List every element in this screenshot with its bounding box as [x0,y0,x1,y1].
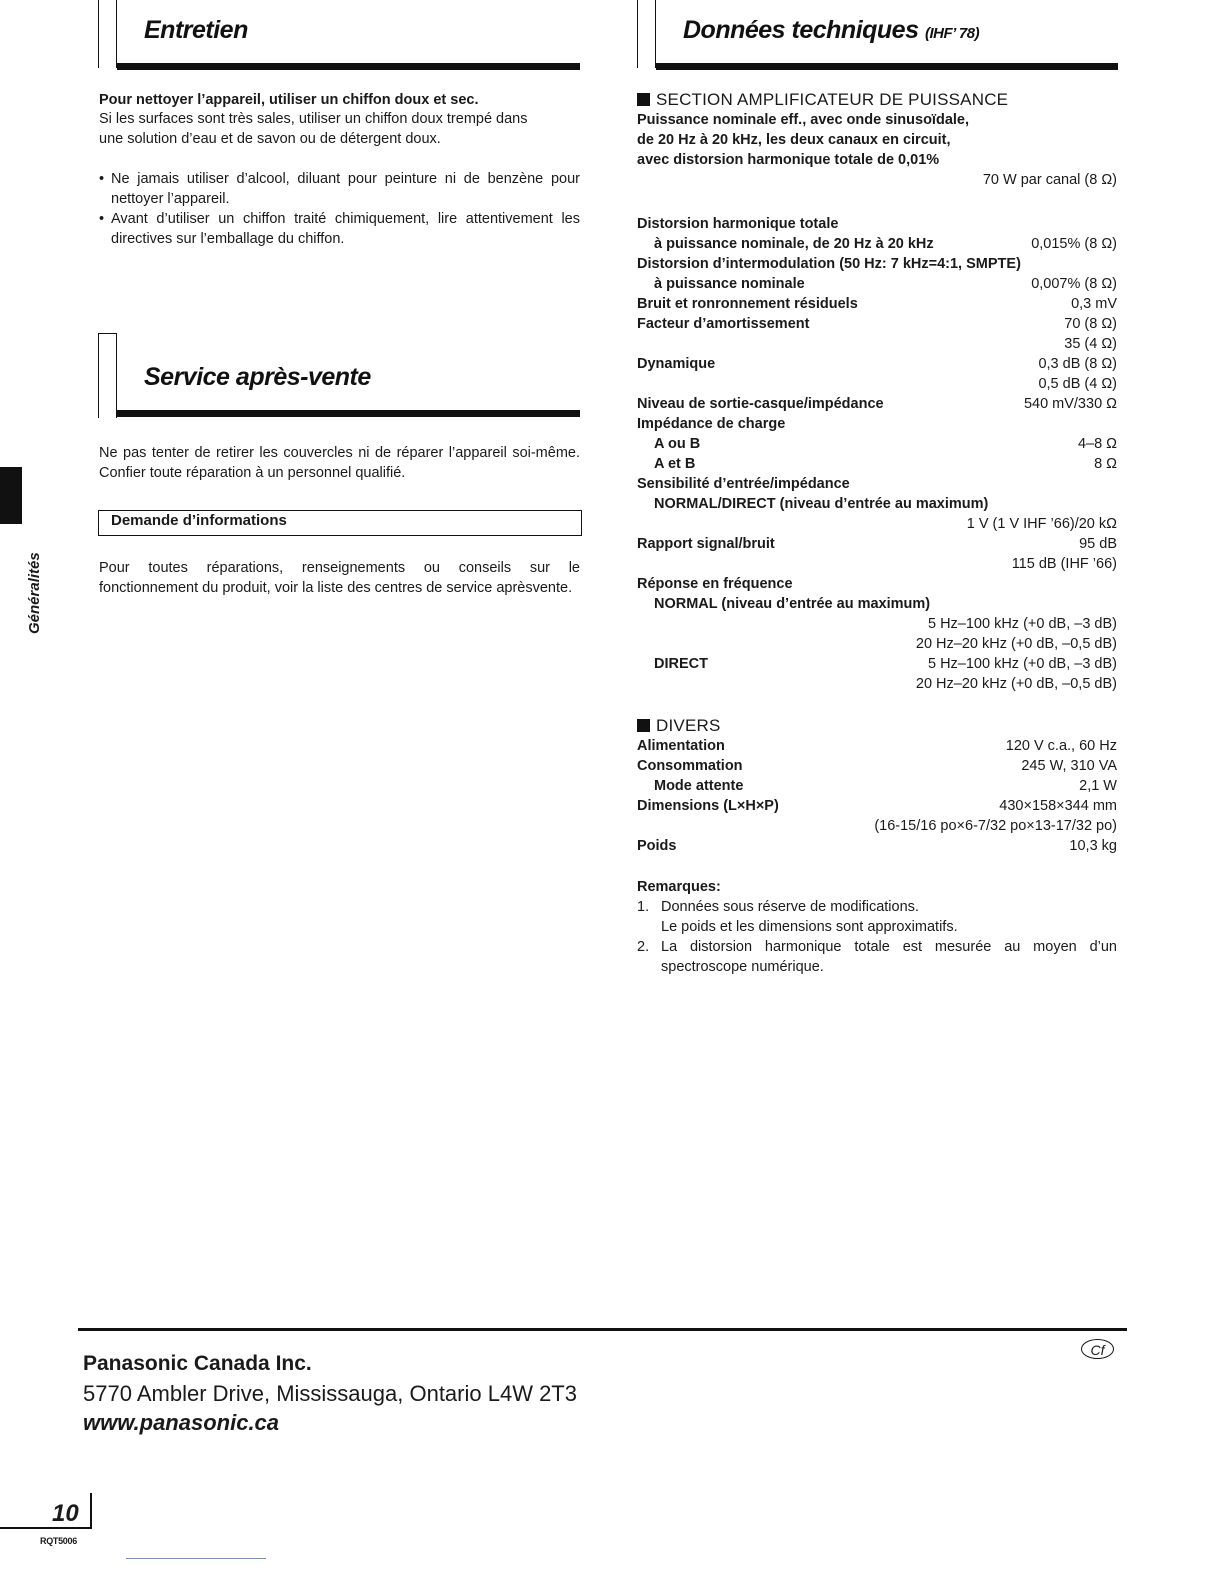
amp-section-title: SECTION AMPLIFICATEUR DE PUISSANCE [637,90,1008,110]
bullet-icon: • [99,211,105,227]
remark-2-line1: La distorsion harmonique totale est mesurée au moyen d’un [661,939,1117,955]
spec-value: 0,007% (8 Ω) [1031,276,1117,292]
divers-value: 245 W, 310 VA [1021,758,1117,774]
remark-1-num: 1. [637,899,650,915]
info-text: Pour toutes réparations, renseignements ou conseils sur le fonctionnement du produit, voir la liste des centres de service aprèsvente. [99,560,580,596]
page-number: 10 [52,1500,79,1527]
divers-row [637,756,1117,776]
spec-label: Réponse en fréquence [637,576,793,592]
remark-1-line1: Données sous réserve de modifications. [661,899,919,915]
divers-label: Poids [637,838,677,854]
entretien-bullet-2: • Avant d’utiliser un chiffon traité chimiquement, lire attentivement les directives sur l’emballage du chiffon. [99,211,580,247]
divers-label: Alimentation [637,738,725,754]
divers-row [637,796,1117,816]
remark-1-line2: Le poids et les dimensions sont approximatifs. [661,919,958,935]
spec-label: à puissance nominale, de 20 Hz à 20 kHz [654,236,934,252]
company-website[interactable]: www.panasonic.ca [83,1410,280,1435]
spec-row [637,474,1117,494]
spec-value: 8 Ω [1094,456,1117,472]
spec-value: 115 dB (IHF ’66) [1011,556,1117,572]
spec-row [637,254,1117,274]
spec-value: 20 Hz–20 kHz (+0 dB, –0,5 dB) [915,676,1117,692]
spec-row [637,454,1117,474]
divers-value: 2,1 W [1079,778,1117,794]
spec-value: 0,3 mV [1071,296,1117,312]
spec-label: NORMAL (niveau d’entrée au maximum) [654,596,931,612]
specs-title-suffix: (IHF’ 78) [924,25,980,42]
remark-2-line2: spectroscope numérique. [661,959,824,975]
spec-label: Dynamique [637,356,716,372]
spec-value: 4–8 Ω [1077,436,1117,452]
spec-row [637,594,1117,614]
spec-row [637,234,1117,254]
specs-header [637,0,1118,72]
specs-title: Données techniques (IHF’ 78) [683,16,980,44]
company-address: 5770 Ambler Drive, Mississauga, Ontario L4W 2T3 [83,1381,577,1406]
spec-value: 0,015% (8 Ω) [1031,236,1117,252]
divers-section-title: DIVERS [637,716,721,736]
company-name: Panasonic Canada Inc. [83,1352,312,1375]
divers-row [637,836,1117,856]
divers-value: 10,3 kg [1069,838,1117,854]
spec-label: NORMAL/DIRECT (niveau d’entrée au maximum) [654,496,989,512]
amp-power-row [637,170,1117,190]
footer-rule [78,1328,1127,1331]
entretien-paragraph-line1: Si les surfaces sont très sales, utiliser un chiffon doux trempé dans [99,111,528,127]
spec-label: Impédance de charge [637,416,786,432]
spec-row [637,314,1117,334]
spec-row [637,674,1117,694]
spec-row [637,514,1117,534]
divers-row [637,776,1117,796]
section-tab-marker [0,467,22,524]
spec-value: 0,3 dB (8 Ω) [1038,356,1117,372]
divers-value: 430×158×344 mm [999,798,1117,814]
spec-row [637,394,1117,414]
spec-row [637,414,1117,434]
spec-row [637,354,1117,374]
spec-label: Facteur d’amortissement [637,316,810,332]
spec-label: Bruit et ronronnement résiduels [637,296,858,312]
remark-2-num: 2. [637,939,650,955]
service-header [98,333,582,423]
spec-row [637,534,1117,554]
divers-row [637,736,1117,756]
amp-intro-line2: de 20 Hz à 20 kHz, les deux canaux en circuit, [637,132,951,148]
spec-row [637,634,1117,654]
spec-row [637,214,1117,234]
square-bullet-icon [637,93,650,106]
spec-label: Distorsion harmonique totale [637,216,839,232]
divers-label: Mode attente [654,778,744,794]
amp-power-value: 70 W par canal (8 Ω) [982,172,1117,188]
amp-intro-line1: Puissance nominale eff., avec onde sinusoïdale, [637,112,969,128]
spec-row [637,334,1117,354]
spec-row [637,294,1117,314]
spec-value: 5 Hz–100 kHz (+0 dB, –3 dB) [927,656,1117,672]
spec-value: 540 mV/330 Ω [1023,396,1117,412]
spec-label: A ou B [654,436,701,452]
entretien-title: Entretien [144,16,248,44]
divers-value: (16-15/16 po×6-7/32 po×13-17/32 po) [874,818,1117,834]
divers-label: Consommation [637,758,743,774]
spec-row [637,494,1117,514]
spec-value: 35 (4 Ω) [1064,336,1117,352]
spec-label: à puissance nominale [654,276,805,292]
entretien-header [98,0,582,72]
spec-value: 1 V (1 V IHF ’66)/20 kΩ [966,516,1117,532]
service-text: Ne pas tenter de retirer les couvercles ni de réparer l’appareil soi-même. Confier toute réparation à un personnel qualifié. [99,445,580,481]
spec-label: Sensibilité d’entrée/impédance [637,476,850,492]
divers-value: 120 V c.a., 60 Hz [1005,738,1117,754]
info-box-title: Demande d’informations [111,512,287,529]
spec-row [637,434,1117,454]
service-title: Service après-vente [144,363,371,391]
spec-value: 0,5 dB (4 Ω) [1038,376,1117,392]
entretien-lead: Pour nettoyer l’appareil, utiliser un chiffon doux et sec. [99,92,479,108]
scan-artifact-line [126,1558,266,1559]
spec-row [637,374,1117,394]
spec-value: 20 Hz–20 kHz (+0 dB, –0,5 dB) [915,636,1117,652]
square-bullet-icon [637,719,650,732]
document-code: RQT5006 [40,1536,77,1546]
spec-value: 5 Hz–100 kHz (+0 dB, –3 dB) [927,616,1117,632]
spec-value: 95 dB [1079,536,1117,552]
spec-row [637,614,1117,634]
spec-row [637,654,1117,674]
spec-label: DIRECT [654,656,708,672]
divers-row [637,816,1117,836]
info-box [98,510,582,536]
spec-row [637,274,1117,294]
amp-intro-line3: avec distorsion harmonique totale de 0,01% [637,152,940,168]
spec-label: Niveau de sortie-casque/impédance [637,396,884,412]
spec-label: Rapport signal/bruit [637,536,775,552]
entretien-bullet-1: • Ne jamais utiliser d’alcool, diluant pour peinture ni de benzène pour nettoyer l’appareil. [99,171,580,207]
entretien-paragraph-line2: une solution d’eau et de savon ou de détergent doux. [99,131,441,147]
spec-value: 70 (8 Ω) [1064,316,1117,332]
spec-label: Distorsion d’intermodulation (50 Hz: 7 kHz=4:1, SMPTE) [637,256,1021,272]
spec-label: A et B [654,456,696,472]
spec-row [637,554,1117,574]
language-badge: Cf [1081,1339,1114,1359]
bullet-icon: • [99,171,105,187]
divers-label: Dimensions (L×H×P) [637,798,779,814]
remarks-title: Remarques: [637,879,721,895]
side-section-label: Généralités [26,552,43,634]
spec-row [637,574,1117,594]
